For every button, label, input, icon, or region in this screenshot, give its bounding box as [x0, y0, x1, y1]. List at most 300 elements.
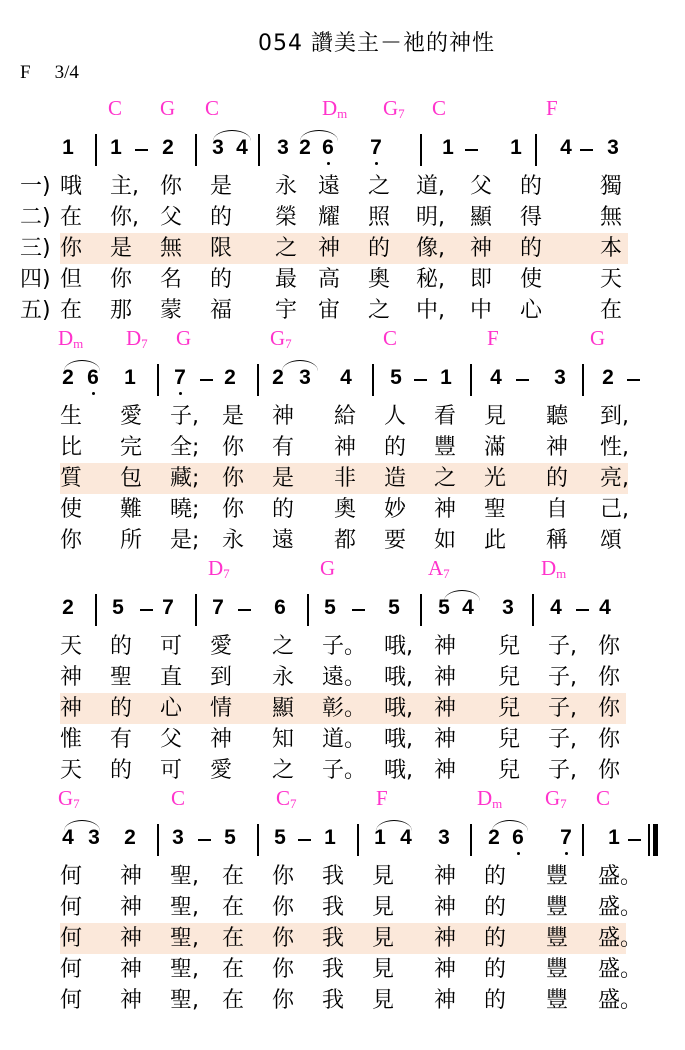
note-4: 4: [400, 826, 412, 849]
hold-dash: [628, 839, 641, 841]
lyric-char: 顯: [470, 205, 493, 230]
time-signature: 3/4: [54, 62, 79, 83]
lyric-char: 你: [222, 466, 245, 491]
note-7: 7: [560, 826, 572, 849]
lyric-char: 奧: [368, 267, 391, 292]
octave-dot-below: [375, 162, 378, 165]
lyric-char: 我: [322, 957, 345, 982]
barline: [195, 594, 197, 626]
note-7: 7: [212, 596, 224, 619]
hold-dash: [238, 609, 251, 611]
chord-symbol: C: [432, 96, 447, 120]
lyric-char: 是: [272, 466, 295, 491]
lyric-char: 神: [318, 236, 341, 261]
lyric-char: 包: [120, 466, 143, 491]
lyric-char: 子,: [548, 696, 577, 721]
lyric-char: 你: [272, 988, 295, 1013]
barline: [535, 134, 537, 166]
lyric-char: 神: [434, 634, 457, 659]
chord-symbol: C: [171, 786, 186, 810]
hold-dash: [576, 609, 589, 611]
lyric-char: 蒙: [160, 298, 183, 323]
hold-dash: [414, 379, 427, 381]
octave-dot-below: [565, 852, 568, 855]
hold-dash: [200, 379, 213, 381]
note-1: 1: [124, 366, 136, 389]
chord-symbol: $G_7$: [383, 96, 405, 121]
lyric-char: 到,: [600, 404, 629, 429]
lyric-char: 神: [434, 926, 457, 951]
lyric-char: 藏;: [170, 466, 200, 491]
lyric-char: 父: [470, 174, 493, 199]
note-3: 3: [212, 136, 224, 159]
lyric-char: 子,: [548, 758, 577, 783]
note-3: 3: [88, 826, 100, 849]
lyric-char: 奧: [334, 497, 357, 522]
lyric-char: 的: [484, 926, 507, 951]
note-2: 2: [299, 136, 311, 159]
lyric-char: 見: [372, 926, 395, 951]
lyric-char: 到: [210, 665, 233, 690]
lyric-char: 盛。: [598, 988, 643, 1013]
lyric-char: 你: [272, 926, 295, 951]
note-3: 3: [277, 136, 289, 159]
barline: [95, 134, 97, 166]
chord-symbol: $D_m$: [541, 556, 567, 581]
lyric-char: 你: [272, 957, 295, 982]
lyric-char: 神: [120, 895, 143, 920]
chord-symbol: G: [590, 326, 606, 350]
chord-symbol: $D_7$: [126, 326, 148, 351]
lyric-char: 的: [368, 236, 391, 261]
lyric-char: 盛。: [598, 864, 643, 889]
lyric-char: 情: [210, 696, 233, 721]
score-system: [0, 786, 685, 1016]
note-1: 1: [62, 136, 74, 159]
lyric-char: 心: [160, 696, 183, 721]
lyric-char: 你: [272, 864, 295, 889]
lyric-char: 在: [600, 298, 623, 323]
lyric-char: 神: [120, 988, 143, 1013]
verse-label: 三): [20, 236, 51, 261]
barline: [470, 364, 472, 396]
lyric-char: 的: [110, 634, 133, 659]
lyric-char: 得: [520, 205, 543, 230]
lyric-char: 的: [546, 466, 569, 491]
lyric-char: 看: [434, 404, 457, 429]
lyric-char: 聖,: [170, 926, 199, 951]
lyric-char: 稱: [546, 528, 569, 553]
lyric-char: 顯: [272, 696, 295, 721]
note-3: 3: [172, 826, 184, 849]
note-4: 4: [550, 596, 562, 619]
lyric-char: 神: [434, 727, 457, 752]
lyric-char: 本: [600, 236, 623, 261]
note-1: 1: [440, 366, 452, 389]
lyric-char: 全;: [170, 435, 200, 460]
hold-dash: [627, 379, 640, 381]
chord-symbol: $D_7$: [208, 556, 230, 581]
chord-symbol: $G_7$: [270, 326, 292, 351]
barline: [532, 594, 534, 626]
lyric-char: 知: [272, 727, 295, 752]
lyric-char: 天: [60, 758, 83, 783]
lyric-char: 惟: [60, 727, 83, 752]
lyric-char: 生: [60, 404, 83, 429]
lyric-char: 天: [60, 634, 83, 659]
lyric-char: 榮: [275, 205, 298, 230]
score-system: [0, 96, 685, 326]
lyric-char: 神: [120, 957, 143, 982]
lyric-char: 盛。: [598, 957, 643, 982]
chord-symbol: F: [546, 96, 558, 120]
lyric-char: 質: [60, 466, 83, 491]
chord-symbol: $A_7$: [428, 556, 450, 581]
lyric-char: 哦,: [384, 758, 413, 783]
chord-symbol: G: [160, 96, 176, 120]
lyric-char: 子。: [322, 758, 367, 783]
barline: [470, 824, 472, 856]
lyric-char: 哦,: [384, 727, 413, 752]
hold-dash: [298, 839, 311, 841]
lyric-char: 見: [372, 988, 395, 1013]
lyric-char: 愛: [210, 758, 233, 783]
lyric-char: 聖,: [170, 864, 199, 889]
lyric-char: 何: [60, 895, 83, 920]
lyric-char: 要: [384, 528, 407, 553]
note-4: 4: [599, 596, 611, 619]
lyric-char: 人: [384, 404, 407, 429]
lyric-char: 兒: [498, 727, 521, 752]
lyric-char: 滿: [484, 435, 507, 460]
barline: [157, 824, 159, 856]
lyric-char: 子。: [322, 634, 367, 659]
note-7: 7: [174, 366, 186, 389]
lyric-char: 豐: [546, 926, 569, 951]
barline: [195, 134, 197, 166]
key-signature: F: [20, 62, 31, 83]
lyric-char: 盛。: [598, 926, 643, 951]
barline: [648, 824, 650, 856]
lyric-char: 子,: [170, 404, 199, 429]
lyric-char: 的: [110, 696, 133, 721]
lyric-char: 兒: [498, 665, 521, 690]
lyric-char: 聖,: [170, 957, 199, 982]
chord-symbol: F: [487, 326, 499, 350]
note-1: 1: [374, 826, 386, 849]
lyric-char: 你: [598, 665, 621, 690]
note-2: 2: [224, 366, 236, 389]
lyric-char: 遠: [272, 528, 295, 553]
note-7: 7: [162, 596, 174, 619]
lyric-char: 父: [160, 205, 183, 230]
lyric-char: 妙: [384, 497, 407, 522]
note-6: 6: [274, 596, 286, 619]
lyric-char: 使: [520, 267, 543, 292]
lyric-char: 在: [222, 957, 245, 982]
note-3: 3: [438, 826, 450, 849]
note-1: 1: [110, 136, 122, 159]
lyric-char: 名: [160, 267, 183, 292]
lyric-char: 你: [598, 727, 621, 752]
lyric-char: 父: [160, 727, 183, 752]
note-6: 6: [322, 136, 334, 159]
note-1: 1: [324, 826, 336, 849]
chord-symbol: C: [205, 96, 220, 120]
lyric-char: 你: [598, 634, 621, 659]
lyric-char: 造: [384, 466, 407, 491]
note-6: 6: [87, 366, 99, 389]
lyric-char: 是: [210, 174, 233, 199]
final-barline: [653, 824, 658, 856]
note-3: 3: [607, 136, 619, 159]
lyric-char: 愛: [120, 404, 143, 429]
lyric-char: 性,: [600, 435, 629, 460]
lyric-char: 的: [384, 435, 407, 460]
lyric-char: 如: [434, 528, 457, 553]
barline: [157, 364, 159, 396]
lyric-char: 心: [520, 298, 543, 323]
octave-dot-below: [327, 162, 330, 165]
lyric-char: 曉;: [170, 497, 200, 522]
lyric-char: 神: [434, 895, 457, 920]
lyric-char: 光: [484, 466, 507, 491]
chord-symbol: $D_m$: [58, 326, 84, 351]
note-1: 1: [442, 136, 454, 159]
note-1: 1: [510, 136, 522, 159]
lyric-char: 自: [546, 497, 569, 522]
lyric-char: 神: [434, 988, 457, 1013]
lyric-char: 的: [484, 895, 507, 920]
lyric-char: 豐: [546, 895, 569, 920]
lyric-char: 此: [484, 528, 507, 553]
lyric-char: 無: [600, 205, 623, 230]
lyric-char: 豐: [434, 435, 457, 460]
lyric-char: 哦,: [384, 696, 413, 721]
lyric-char: 宙: [318, 298, 341, 323]
hold-dash: [352, 609, 365, 611]
lyric-char: 的: [484, 988, 507, 1013]
note-3: 3: [299, 366, 311, 389]
lyric-char: 神: [434, 696, 457, 721]
barline: [582, 824, 584, 856]
barline: [357, 824, 359, 856]
note-2: 2: [602, 366, 614, 389]
lyric-char: 即: [470, 267, 493, 292]
barline: [258, 134, 260, 166]
note-4: 4: [62, 826, 74, 849]
lyric-char: 盛。: [598, 895, 643, 920]
lyric-char: 你: [598, 758, 621, 783]
lyric-char: 的: [210, 205, 233, 230]
lyric-char: 中: [470, 298, 493, 323]
lyric-char: 己,: [600, 497, 629, 522]
chord-symbol: C: [596, 786, 611, 810]
note-4: 4: [236, 136, 248, 159]
note-5: 5: [390, 366, 402, 389]
hymn-title: 054 讚美主－祂的神性: [258, 31, 495, 56]
lyric-char: 在: [222, 864, 245, 889]
note-3: 3: [502, 596, 514, 619]
lyric-char: 何: [60, 988, 83, 1013]
lyric-char: 我: [322, 864, 345, 889]
note-2: 2: [124, 826, 136, 849]
note-4: 4: [560, 136, 572, 159]
verse-label: 一): [20, 174, 51, 199]
lyric-char: 永: [275, 174, 298, 199]
lyric-char: 你: [598, 696, 621, 721]
lyric-char: 哦,: [384, 665, 413, 690]
lyric-char: 的: [484, 864, 507, 889]
lyric-char: 都: [334, 528, 357, 553]
score-system: [0, 326, 685, 556]
lyric-char: 見: [484, 404, 507, 429]
lyric-char: 兒: [498, 634, 521, 659]
lyric-char: 神: [210, 727, 233, 752]
hold-dash: [140, 609, 153, 611]
note-5: 5: [112, 596, 124, 619]
note-3: 3: [554, 366, 566, 389]
lyric-char: 你: [60, 236, 83, 261]
lyric-char: 神: [120, 864, 143, 889]
barline: [372, 364, 374, 396]
lyric-char: 聖: [110, 665, 133, 690]
note-2: 2: [272, 366, 284, 389]
lyric-char: 子,: [548, 665, 577, 690]
lyric-char: 你: [222, 497, 245, 522]
lyric-char: 的: [210, 267, 233, 292]
lyric-char: 可: [160, 634, 183, 659]
lyric-char: 的: [110, 758, 133, 783]
chord-symbol: $D_m$: [322, 96, 348, 121]
lyric-char: 可: [160, 758, 183, 783]
note-4: 4: [490, 366, 502, 389]
note-2: 2: [162, 136, 174, 159]
lyric-char: 神: [272, 404, 295, 429]
lyric-char: 福: [210, 298, 233, 323]
lyric-char: 何: [60, 864, 83, 889]
lyric-char: 豐: [546, 988, 569, 1013]
lyric-char: 神: [546, 435, 569, 460]
octave-dot-below: [92, 392, 95, 395]
octave-dot-below: [179, 392, 182, 395]
lyric-char: 神: [60, 696, 83, 721]
note-4: 4: [340, 366, 352, 389]
lyric-char: 的: [520, 236, 543, 261]
lyric-char: 所: [120, 528, 143, 553]
lyric-char: 見: [372, 895, 395, 920]
lyric-char: 你: [222, 435, 245, 460]
lyric-char: 遠: [318, 174, 341, 199]
lyric-char: 彰。: [322, 696, 367, 721]
lyric-char: 是: [222, 404, 245, 429]
lyric-char: 秘,: [416, 267, 445, 292]
lyric-char: 我: [322, 895, 345, 920]
lyric-char: 你: [160, 174, 183, 199]
lyric-char: 神: [470, 236, 493, 261]
lyric-char: 比: [60, 435, 83, 460]
lyric-char: 主,: [110, 174, 139, 199]
lyric-char: 子,: [548, 634, 577, 659]
lyric-char: 明,: [416, 205, 445, 230]
verse-label: 二): [20, 205, 51, 230]
lyric-char: 哦: [60, 174, 83, 199]
chord-symbol: $D_m$: [477, 786, 503, 811]
lyric-char: 遠。: [322, 665, 367, 690]
lyric-char: 豐: [546, 864, 569, 889]
barline: [257, 824, 259, 856]
lyric-char: 的: [484, 957, 507, 982]
lyric-char: 耀: [318, 205, 341, 230]
lyric-char: 在: [222, 926, 245, 951]
lyric-char: 兒: [498, 696, 521, 721]
lyric-char: 聽: [546, 404, 569, 429]
barline: [582, 364, 584, 396]
lyric-char: 完: [120, 435, 143, 460]
lyric-char: 聖: [484, 497, 507, 522]
lyric-char: 我: [322, 926, 345, 951]
lyric-char: 道,: [416, 174, 445, 199]
lyric-char: 像,: [416, 236, 445, 261]
note-7: 7: [370, 136, 382, 159]
lyric-char: 神: [434, 957, 457, 982]
note-4: 4: [462, 596, 474, 619]
barline: [420, 594, 422, 626]
lyric-char: 的: [520, 174, 543, 199]
note-5: 5: [438, 596, 450, 619]
lyric-char: 你,: [110, 205, 139, 230]
lyric-char: 我: [322, 988, 345, 1013]
note-2: 2: [62, 596, 74, 619]
lyric-char: 之: [368, 174, 391, 199]
lyric-char: 那: [110, 298, 133, 323]
lyric-char: 見: [372, 957, 395, 982]
lyric-char: 你: [60, 528, 83, 553]
lyric-char: 無: [160, 236, 183, 261]
lyric-char: 之: [275, 236, 298, 261]
lyric-char: 永: [272, 665, 295, 690]
lyric-char: 愛: [210, 634, 233, 659]
lyric-char: 神: [434, 497, 457, 522]
lyric-char: 之: [368, 298, 391, 323]
lyric-char: 限: [210, 236, 233, 261]
verse-label: 五): [20, 298, 51, 323]
lyric-char: 何: [60, 926, 83, 951]
verse-label: 四): [20, 267, 51, 292]
lyric-char: 神: [434, 665, 457, 690]
lyric-char: 最: [275, 267, 298, 292]
lyric-char: 的: [272, 497, 295, 522]
lyric-char: 聖,: [170, 895, 199, 920]
note-5: 5: [388, 596, 400, 619]
lyric-char: 亮,: [600, 466, 629, 491]
lyric-char: 在: [222, 988, 245, 1013]
lyric-char: 直: [160, 665, 183, 690]
chord-symbol: G: [176, 326, 192, 350]
barline: [420, 134, 422, 166]
lyric-char: 有: [272, 435, 295, 460]
lyric-char: 頌: [600, 528, 623, 553]
lyric-char: 是;: [170, 528, 200, 553]
note-5: 5: [224, 826, 236, 849]
barline: [95, 594, 97, 626]
hold-dash: [580, 149, 593, 151]
lyric-char: 道。: [322, 727, 367, 752]
lyric-char: 神: [334, 435, 357, 460]
note-1: 1: [608, 826, 620, 849]
lyric-char: 獨: [600, 174, 623, 199]
lyric-char: 你: [110, 267, 133, 292]
